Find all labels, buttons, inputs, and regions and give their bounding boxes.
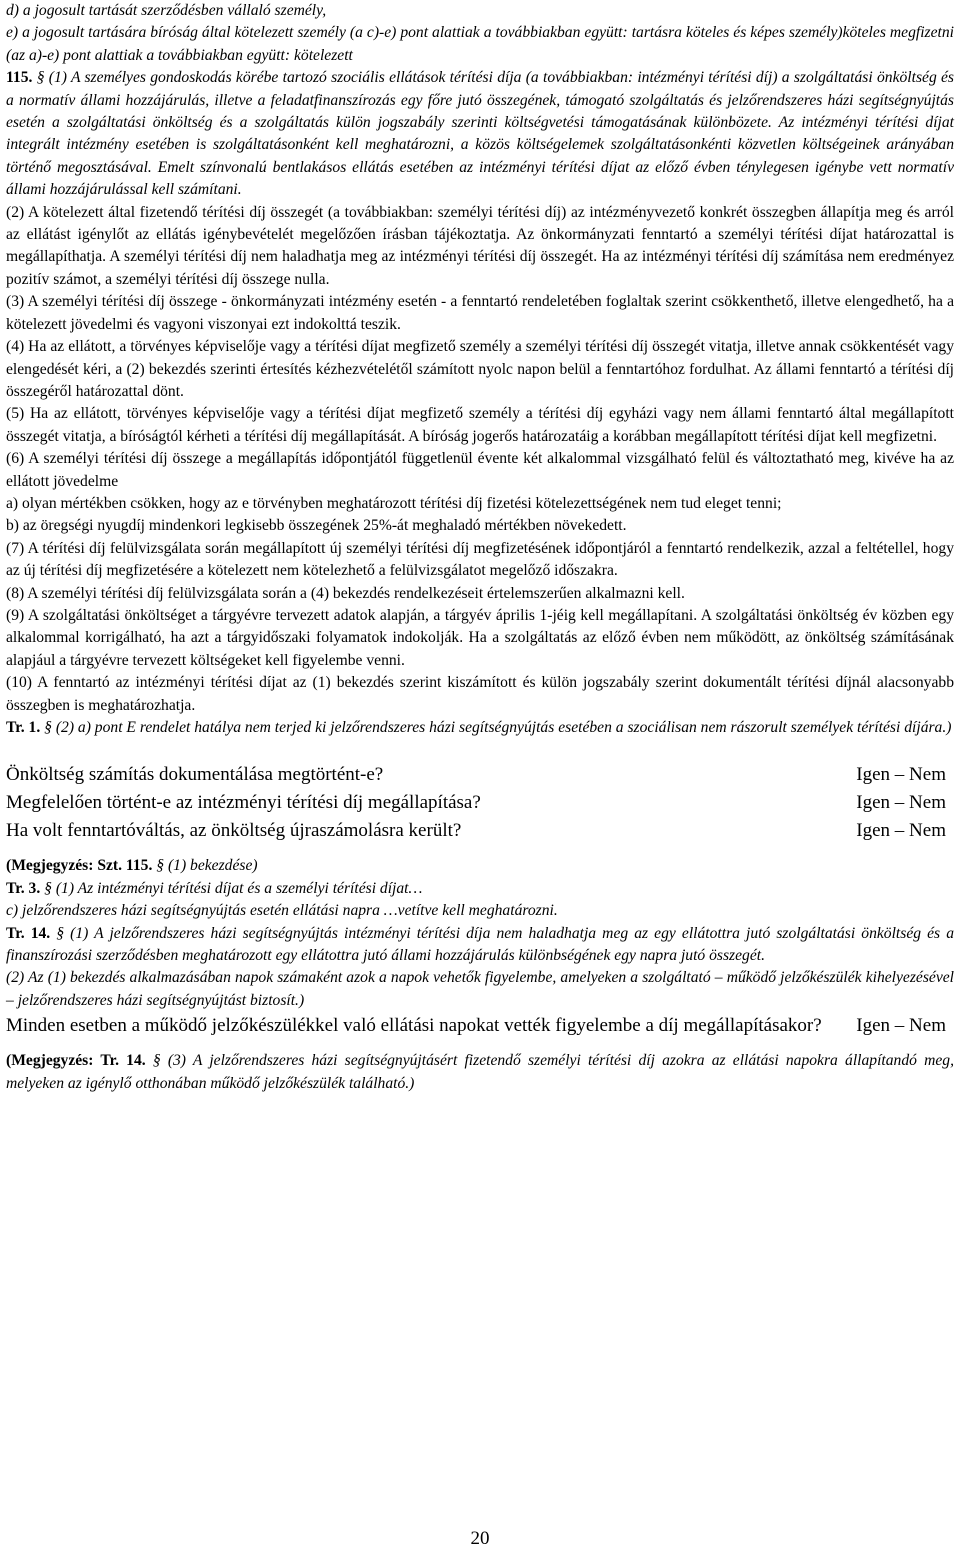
- section-115-para-1: 115. § (1) A személyes gondoskodás körébe tartozó szociális ellátások térítési díja (a továbbiakban: intézményi térítési díj) a szolgáltatási önköltség és a normatív állami hozzájárulás, illetve a feladatfinanszírozás egy főre jutó összegének, támogató szolgáltatás és jelzőrendszeres házi segítségnyújtás esetén a szolgáltatási önköltség és a szolgáltatás külön jogszabály szerinti költségvetési támogatásának különbözete. Az intézményi térítési díjat integrált intézmény esetében is szolgáltatásonként kell meghatározni, a közös költségelemek szolgáltatásonkénti közvetlen költségeinek arányában történő megosztásával. Emelt színvonalú bentlakásos ellátás esetében az intézményi térítési díjat az előző évben ténylegesen igénybe vett normatív állami hozzájárulással kell számítani.: [6, 69, 955, 199]
- answer-options[interactable]: Igen – Nem: [856, 820, 946, 842]
- answer-options[interactable]: Igen – Nem: [856, 1015, 946, 1037]
- tr1-paragraph: Tr. 1. § (2) a) pont E rendelet hatálya nem terjed ki jelzőrendszeres házi segítségnyújtás esetében a szociálisan nem rászorult személyek térítési díjára.): [6, 719, 952, 736]
- question-row: [6, 761, 954, 789]
- section-115-para-4: (4) Ha az ellátott, a törvényes képviselője vagy a térítési díjat megfizető személy a személyi térítési díj összegét vitatja, illetve annak csökkentését vagy elengedését kéri, a (2) bekezdés szerinti értesítés kézhezvételétől számított nyolc napon belül a fenntartóhoz fordulhat. Az állami fenntartó a térítési díj összegéről határozattal dönt.: [6, 338, 954, 400]
- line-d: d) a jogosult tartását szerződésben vállaló személy,: [6, 2, 327, 19]
- section-115-para-6b: b) az öregségi nyugdíj mindenkori legkisebb összegének 25%-át meghaladó mértékben növekedett.: [6, 517, 627, 535]
- question-text: Önköltség számítás dokumentálása megtörtént-e?: [6, 764, 384, 786]
- tr3-paragraph: Tr. 3. § (1) Az intézményi térítési díjat és a személyi térítési díjat…: [6, 879, 423, 897]
- section-115-para-9: (9) A szolgáltatási önköltséget a tárgyévre tervezett adatok alapján, a tárgyév április 1-jéig kell megállapítani. A szolgáltatási önköltség év közben egy alkalommal korrigálható, ha azt a tárgyidőszaki folyamatok indokolják. Ha a szolgáltatás az előző évben nem működött, az önköltség számításának alapjául a tárgyévre tervezett költségeket kell figyelembe venni.: [6, 606, 954, 669]
- page-number: 20: [470, 1528, 490, 1549]
- section-115-para-7: (7) A térítési díj felülvizsgálata során megállapított új személyi térítési díj megfizetésének időpontjáról a fenntartó rendelkezik, azzal a feltétellel, hogy az új térítési díj megfizetésére a kötelezett nem kötelezhető a felülvizsgálatot megelőző időszakra.: [6, 539, 954, 580]
- note-2-label: (Megjegyzés: Tr. 14.: [6, 1052, 146, 1070]
- section-115-para-3: (3) A személyi térítési díj összege - önkormányzati intézmény esetén - a fenntartó rendeletében foglaltak szerint csökkenthető, illetve elengedhető, ha a kötelezett jövedelmi és vagyoni viszonyai ezt indokolttá teszik.: [6, 293, 954, 333]
- document-page: [6, 0, 954, 1095]
- section-115-number: 115.: [6, 69, 33, 87]
- tr3-label: Tr. 3.: [6, 879, 41, 897]
- tr14-paragraph-2: (2) Az (1) bekezdés alkalmazásában napok számaként azok a napok vehetők figyelembe, amelyeken a szolgáltató – működő jelzőkészülék kihelyezésével – jelzőrendszeres házi segítségnyújtást biztosít.): [6, 969, 954, 1009]
- question-text: Minden esetben a működő jelzőkészülékkel való ellátási napokat vették figyelembe a díj megállapításakor?: [6, 1015, 822, 1037]
- section-115-para-6: (6) A személyi térítési díj összege a megállapítás időpontjától függetlenül évente két alkalommal vizsgálható felül és változtatható meg, kivéve ha az ellátott jövedelme: [6, 450, 954, 490]
- line-e: e) a jogosult tartására bíróság által kötelezett személy (a c)-e) pont alattiak a továbbiakban együtt: tartásra köteles és képes személy)köteles megfizetni (az a)-e) pont alattiak a továbbiakban együtt: kötelezett: [6, 24, 954, 64]
- question-text: Megfelelően történt-e az intézményi térítési díj megállapítása?: [6, 792, 481, 814]
- tr3-c: c) jelzőrendszeres házi segítségnyújtás esetén ellátási napra …vetítve kell meghatározni.: [6, 902, 558, 920]
- answer-options[interactable]: Igen – Nem: [856, 792, 946, 814]
- answer-options[interactable]: Igen – Nem: [856, 764, 946, 786]
- note-1-label: (Megjegyzés: Szt. 115.: [6, 857, 153, 875]
- question-row: [6, 789, 954, 817]
- question-row: [6, 817, 954, 845]
- section-115-para-6a: a) olyan mértékben csökken, hogy az e törvényben meghatározott térítési díj fizetési kötelezettségének nem tud eleget tenni;: [6, 494, 782, 512]
- note-1: (Megjegyzés: Szt. 115. § (1) bekezdése): [6, 857, 258, 875]
- section-115-para-8: (8) A személyi térítési díj felülvizsgálata során a (4) bekezdés rendelkezéseit értelemszerűen alkalmazni kell.: [6, 584, 685, 602]
- tr14-label: Tr. 14.: [6, 924, 51, 942]
- question-row-4: [6, 1012, 954, 1040]
- section-115-para-10: (10) A fenntartó az intézményi térítési díjat az (1) bekezdés szerint kiszámított és külön jogszabály szerint dokumentált térítési díjnál alacsonyabb összegben is meghatározhatja.: [6, 674, 954, 714]
- section-115-para-2: (2) A kötelezett által fizetendő térítési díj összegét (a továbbiakban: személyi térítési díj) az intézményvezető konkrét összegben állapítja meg és arról az ellátást igénylőt az ellátás igénybevételét megelőzően írásban tájékoztatja. Az önkormányzati fenntartó a személyi térítési díjat határozattal is megállapíthatja. A személyi térítési díj nem haladhatja meg az intézményi térítési díj összegét. Ha az intézményi térítési díj számítása nem eredményez pozitív számot, a személyi térítési díj összege nulla.: [6, 203, 954, 288]
- question-text: Ha volt fenntartóváltás, az önköltség újraszámolásra került?: [6, 820, 462, 842]
- question-list: [6, 761, 954, 845]
- tr14-paragraph-1: Tr. 14. § (1) A jelzőrendszeres házi segítségnyújtás intézményi térítési díja nem haladhatja meg az egy ellátottra jutó szolgáltatási önköltség és a finanszírozási szerződésben meghatározott egy ellátottra jutó állami hozzájárulás különbségének egy napra jutó összegét.: [6, 924, 954, 965]
- note-2: (Megjegyzés: Tr. 14. § (3) A jelzőrendszeres házi segítségnyújtásért fizetendő személyi térítési díj azokra az ellátási napokra állapítandó meg, melyeken az igénylő otthonában működő jelzőkészülék található.): [6, 1052, 954, 1092]
- section-115-para-5: (5) Ha az ellátott, törvényes képviselője vagy a térítési díjat megfizető személy a térítési díj egyházi vagy nem állami fenntartó által megállapított összegét vitatja, a bíróságtól kérheti a térítési díj megállapítását. A bíróság jogerős határozatáig a korábban megállapított térítési díjat kell megfizetni.: [6, 405, 954, 445]
- tr1-label: Tr. 1.: [6, 719, 41, 736]
